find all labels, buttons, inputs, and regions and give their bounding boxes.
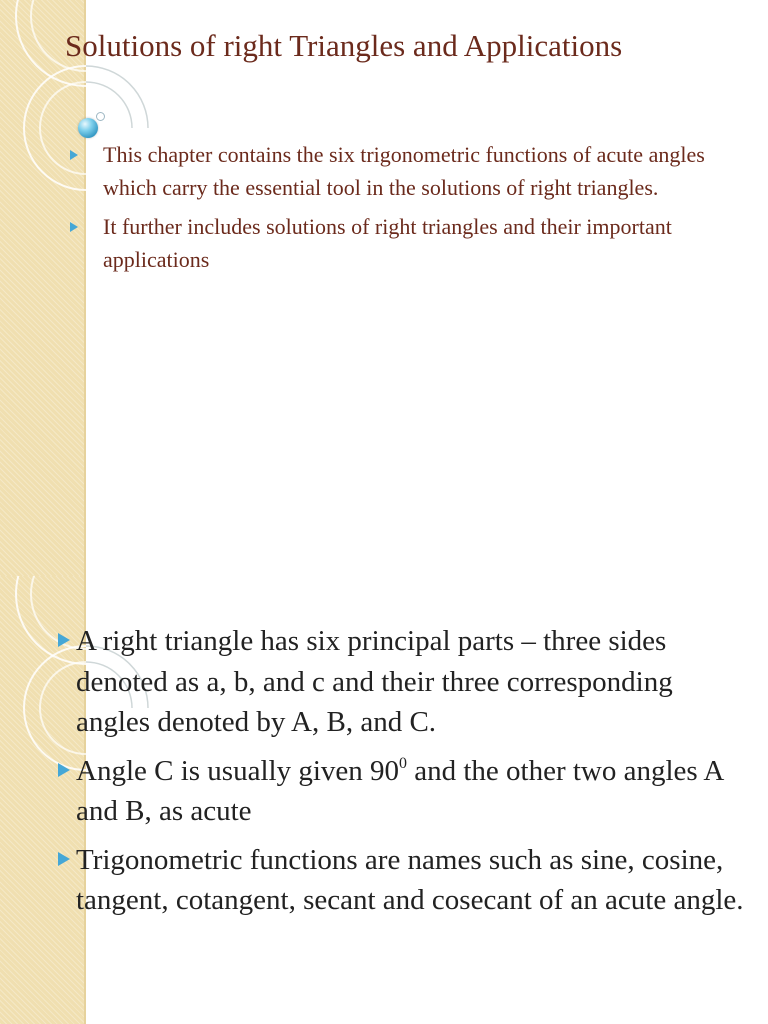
- bullet-item: [66, 138, 706, 204]
- bullet-text: A right triangle has six principal parts – three sides denoted as a, b, and c and their three corresponding angles denoted by A, B, and C.: [76, 625, 673, 738]
- slide-title: Solutions of right Triangles and Applications: [65, 28, 623, 63]
- arrow-bullet-icon: [58, 852, 70, 866]
- bullet-item: [56, 840, 746, 921]
- arrow-bullet-icon: [58, 633, 70, 647]
- bullet-text-part: Angle C is usually given 90: [76, 754, 400, 787]
- blue-orb-icon: [78, 118, 98, 138]
- bullet-text: [76, 755, 723, 828]
- bullet-text: This chapter contains the six trigonometric functions of acute angles which carry the essential tool in the solutions of right triangles.: [103, 142, 705, 200]
- superscript-degree: 0: [399, 754, 407, 772]
- arrow-bullet-icon: [58, 763, 70, 777]
- bullet-text: Trigonometric functions are names such as sine, cosine, tangent, cotangent, secant and cosecant of an acute angle.: [76, 843, 744, 916]
- small-circle-icon: [96, 112, 105, 121]
- bullet-list: [66, 138, 706, 282]
- slide-2: [0, 576, 768, 1024]
- bullet-text: It further includes solutions of right triangles and their important applications: [103, 214, 672, 272]
- arrow-bullet-icon: [70, 150, 78, 160]
- bullet-item: [56, 621, 746, 743]
- bullet-text-part: and the other two angles A and B, as acute: [76, 754, 723, 827]
- bullet-item: [56, 751, 746, 832]
- bullet-item: [66, 210, 706, 276]
- arrow-bullet-icon: [70, 222, 78, 232]
- bullet-list: [56, 621, 746, 929]
